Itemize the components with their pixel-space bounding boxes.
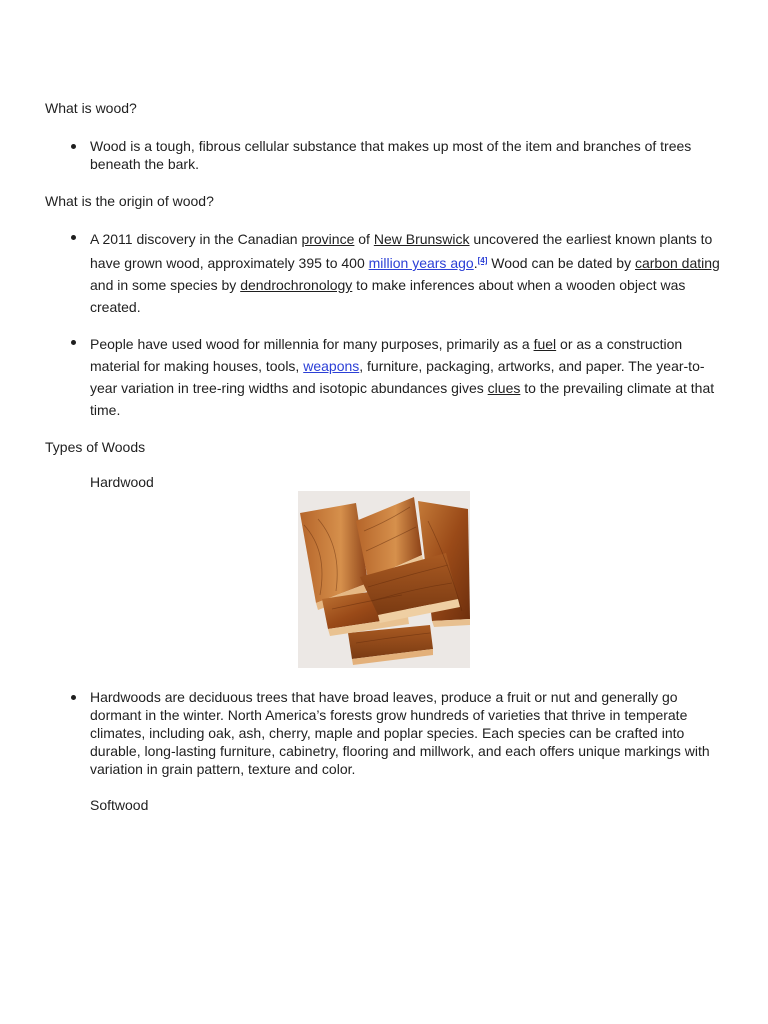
link-weapons[interactable]: weapons — [303, 358, 360, 374]
subheading-softwood: Softwood — [90, 797, 149, 813]
bullet-wood-definition: Wood is a tough, fibrous cellular substance that makes up most of the item and branches of trees beneath the bark. — [90, 137, 726, 173]
bullet-wood-uses — [90, 333, 726, 421]
text-segment: , furniture, packaging, artworks, and paper. The year-to-year variation in tree-ring widths and isotopic abundances gives — [90, 358, 705, 396]
link-fuel[interactable]: fuel — [533, 336, 557, 352]
link-carbon-dating[interactable]: carbon dating — [634, 255, 720, 271]
heading-origin-of-wood: What is the origin of wood? — [45, 193, 214, 209]
text-segment: uncovered the earliest known plants to have grown wood, approximately 395 to 400 — [90, 231, 713, 271]
link-dendrochronology[interactable]: dendrochronology — [240, 277, 353, 293]
text-segment: of — [354, 231, 374, 247]
bullet-hardwood-description: Hardwoods are deciduous trees that have broad leaves, produce a fruit or nut and generally go dormant in the winter. North America’s forests grow hundreds of varieties that thrive in temperate climates, including oak, ash, cherry, maple and poplar species. Each species can be crafted into durable, long-lasting furniture, cabinetry, flooring and millwork, and each offers unique markings with variation in grain pattern, texture and color. — [90, 688, 726, 778]
reference-link[interactable]: [4] — [477, 256, 488, 265]
text-segment: or as a construction material for making houses, tools, — [90, 336, 683, 374]
text-segment: to make inferences about when a wooden object was created. — [90, 277, 686, 315]
link-new-brunswick[interactable]: New Brunswick — [373, 231, 470, 247]
text-segment: to the prevailing climate at that time. — [90, 380, 715, 418]
text-segment: People have used wood for millennia for many purposes, primarily as a — [90, 336, 534, 352]
text-segment: and in some species by — [90, 277, 241, 293]
text-segment: A 2011 discovery in the Canadian — [90, 231, 302, 247]
link-million-years-ago[interactable]: million years ago — [368, 255, 474, 271]
hardwood-planks-photo — [298, 491, 470, 668]
heading-types-of-woods: Types of Woods — [45, 439, 146, 455]
link-province[interactable]: province — [301, 231, 355, 247]
text-segment: . — [473, 255, 478, 271]
text-segment: Wood can be dated by — [487, 255, 635, 271]
subheading-hardwood: Hardwood — [90, 474, 154, 490]
link-clues[interactable]: clues — [487, 380, 521, 396]
heading-what-is-wood: What is wood? — [45, 100, 137, 116]
bullet-origin-discovery — [90, 228, 726, 318]
hardwood-planks-illustration — [298, 491, 470, 668]
